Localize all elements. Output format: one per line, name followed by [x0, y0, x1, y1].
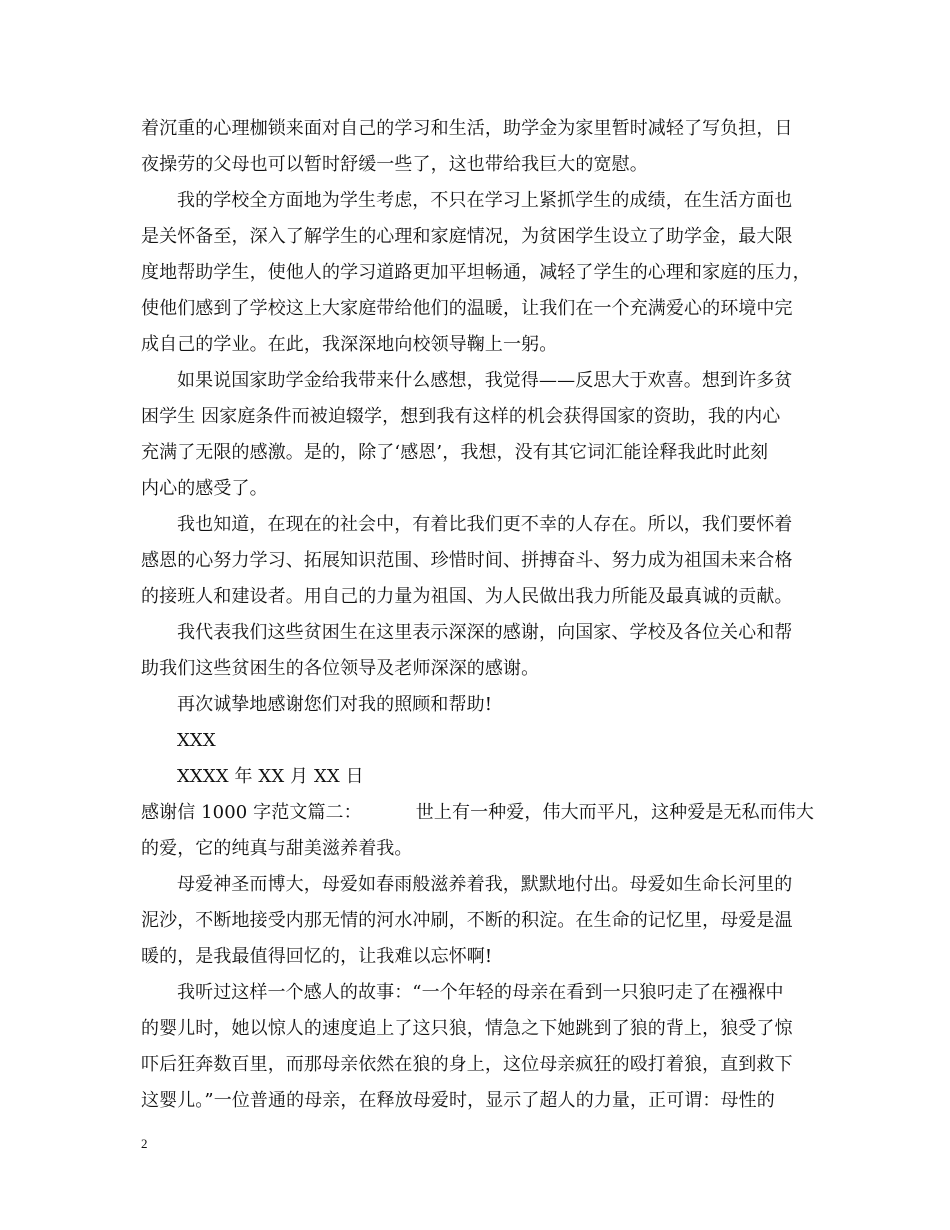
page-number: 2	[141, 1136, 148, 1151]
text-line: 助我们这些贫困生的各位领导及老师深深的感谢。	[141, 658, 540, 679]
text-line: 夜操劳的父母也可以暂时舒缓一些了，这也带给我巨大的宽慰。	[141, 154, 648, 175]
paragraph-start-line: 如果说国家助学金给我带来什么感想，我觉得——反思大于欢喜。想到许多贫	[177, 370, 793, 391]
text-line: 的婴儿时，她以惊人的速度追上了这只狼，情急之下她跳到了狼的背上，狼受了惊	[141, 1018, 793, 1039]
text-line: 度地帮助学生，使他人的学习道路更加平坦畅通，减轻了学生的心理和家庭的压力，	[141, 262, 811, 283]
text-line: 是关怀备至，深入了解学生的心理和家庭情况，为贫困学生设立了助学金，最大限	[141, 226, 793, 247]
paragraph-start-line: 母爱神圣而博大，母爱如春雨般滋养着我，默默地付出。母爱如生命长河里的	[177, 874, 793, 895]
text-line: 使他们感到了学校这上大家庭带给他们的温暖，让我们在一个充满爱心的环境中完	[141, 298, 793, 319]
signature-name: XXX	[177, 730, 216, 751]
text-line: 着沉重的心理枷锁来面对自己的学习和生活，助学金为家里暂时减轻了写负担，日	[141, 118, 793, 139]
text-line: 困学生 因家庭条件而被迫辍学，想到我有这样的机会获得国家的资助，我的内心	[141, 406, 781, 427]
section-opening-text: 世上有一种爱，伟大而平凡，这种爱是无私而伟大	[415, 802, 814, 823]
paragraph-start-line: 我代表我们这些贫困生在这里表示深深的感谢，向国家、学校及各位关心和帮	[177, 622, 793, 643]
text-line: 感恩的心努力学习、拓展知识范围、珍惜时间、拼搏奋斗、努力成为祖国未来合格	[141, 550, 793, 571]
text-line: 这婴儿。”一位普通的母亲，在释放母爱时，显示了超人的力量，正可谓：母性的	[141, 1090, 775, 1111]
text-line: 内心的感受了。	[141, 478, 268, 499]
section-heading: 感谢信 1000 字范文篇二：	[141, 802, 362, 823]
text-line: 吓后狂奔数百里，而那母亲依然在狼的身上，这位母亲疯狂的殴打着狼，直到救下	[141, 1054, 793, 1075]
section-heading-line	[141, 801, 821, 825]
paragraph-start-line: 我也知道，在现在的社会中，有着比我们更不幸的人存在。所以，我们要怀着	[177, 514, 793, 535]
text-line: 的爱，它的纯真与甜美滋养着我。	[141, 838, 413, 859]
text-line: 成自己的学业。在此，我深深地向校领导鞠上一躬。	[141, 334, 558, 355]
text-line: 暖的，是我最值得回忆的，让我难以忘怀啊!	[141, 946, 493, 967]
text-line: 泥沙，不断地接受内那无情的河水冲刷，不断的积淀。在生命的记忆里，母爱是温	[141, 910, 793, 931]
text-line: 充满了无限的感激。是的，除了‘感恩’，我想，没有其它词汇能诠释我此时此刻	[141, 442, 769, 463]
paragraph-start-line: 再次诚挚地感谢您们对我的照顾和帮助!	[177, 694, 493, 715]
signature-date: XXXX 年 XX 月 XX 日	[177, 766, 364, 787]
paragraph-start-line: 我听过这样一个感人的故事：“一个年轻的母亲在看到一只狼叼走了在襁褓中	[177, 982, 784, 1003]
text-line: 的接班人和建设者。用自己的力量为祖国、为人民做出我力所能及最真诚的贡献。	[141, 586, 793, 607]
paragraph-start-line: 我的学校全方面地为学生考虑，不只在学习上紧抓学生的成绩，在生活方面也	[177, 190, 793, 211]
